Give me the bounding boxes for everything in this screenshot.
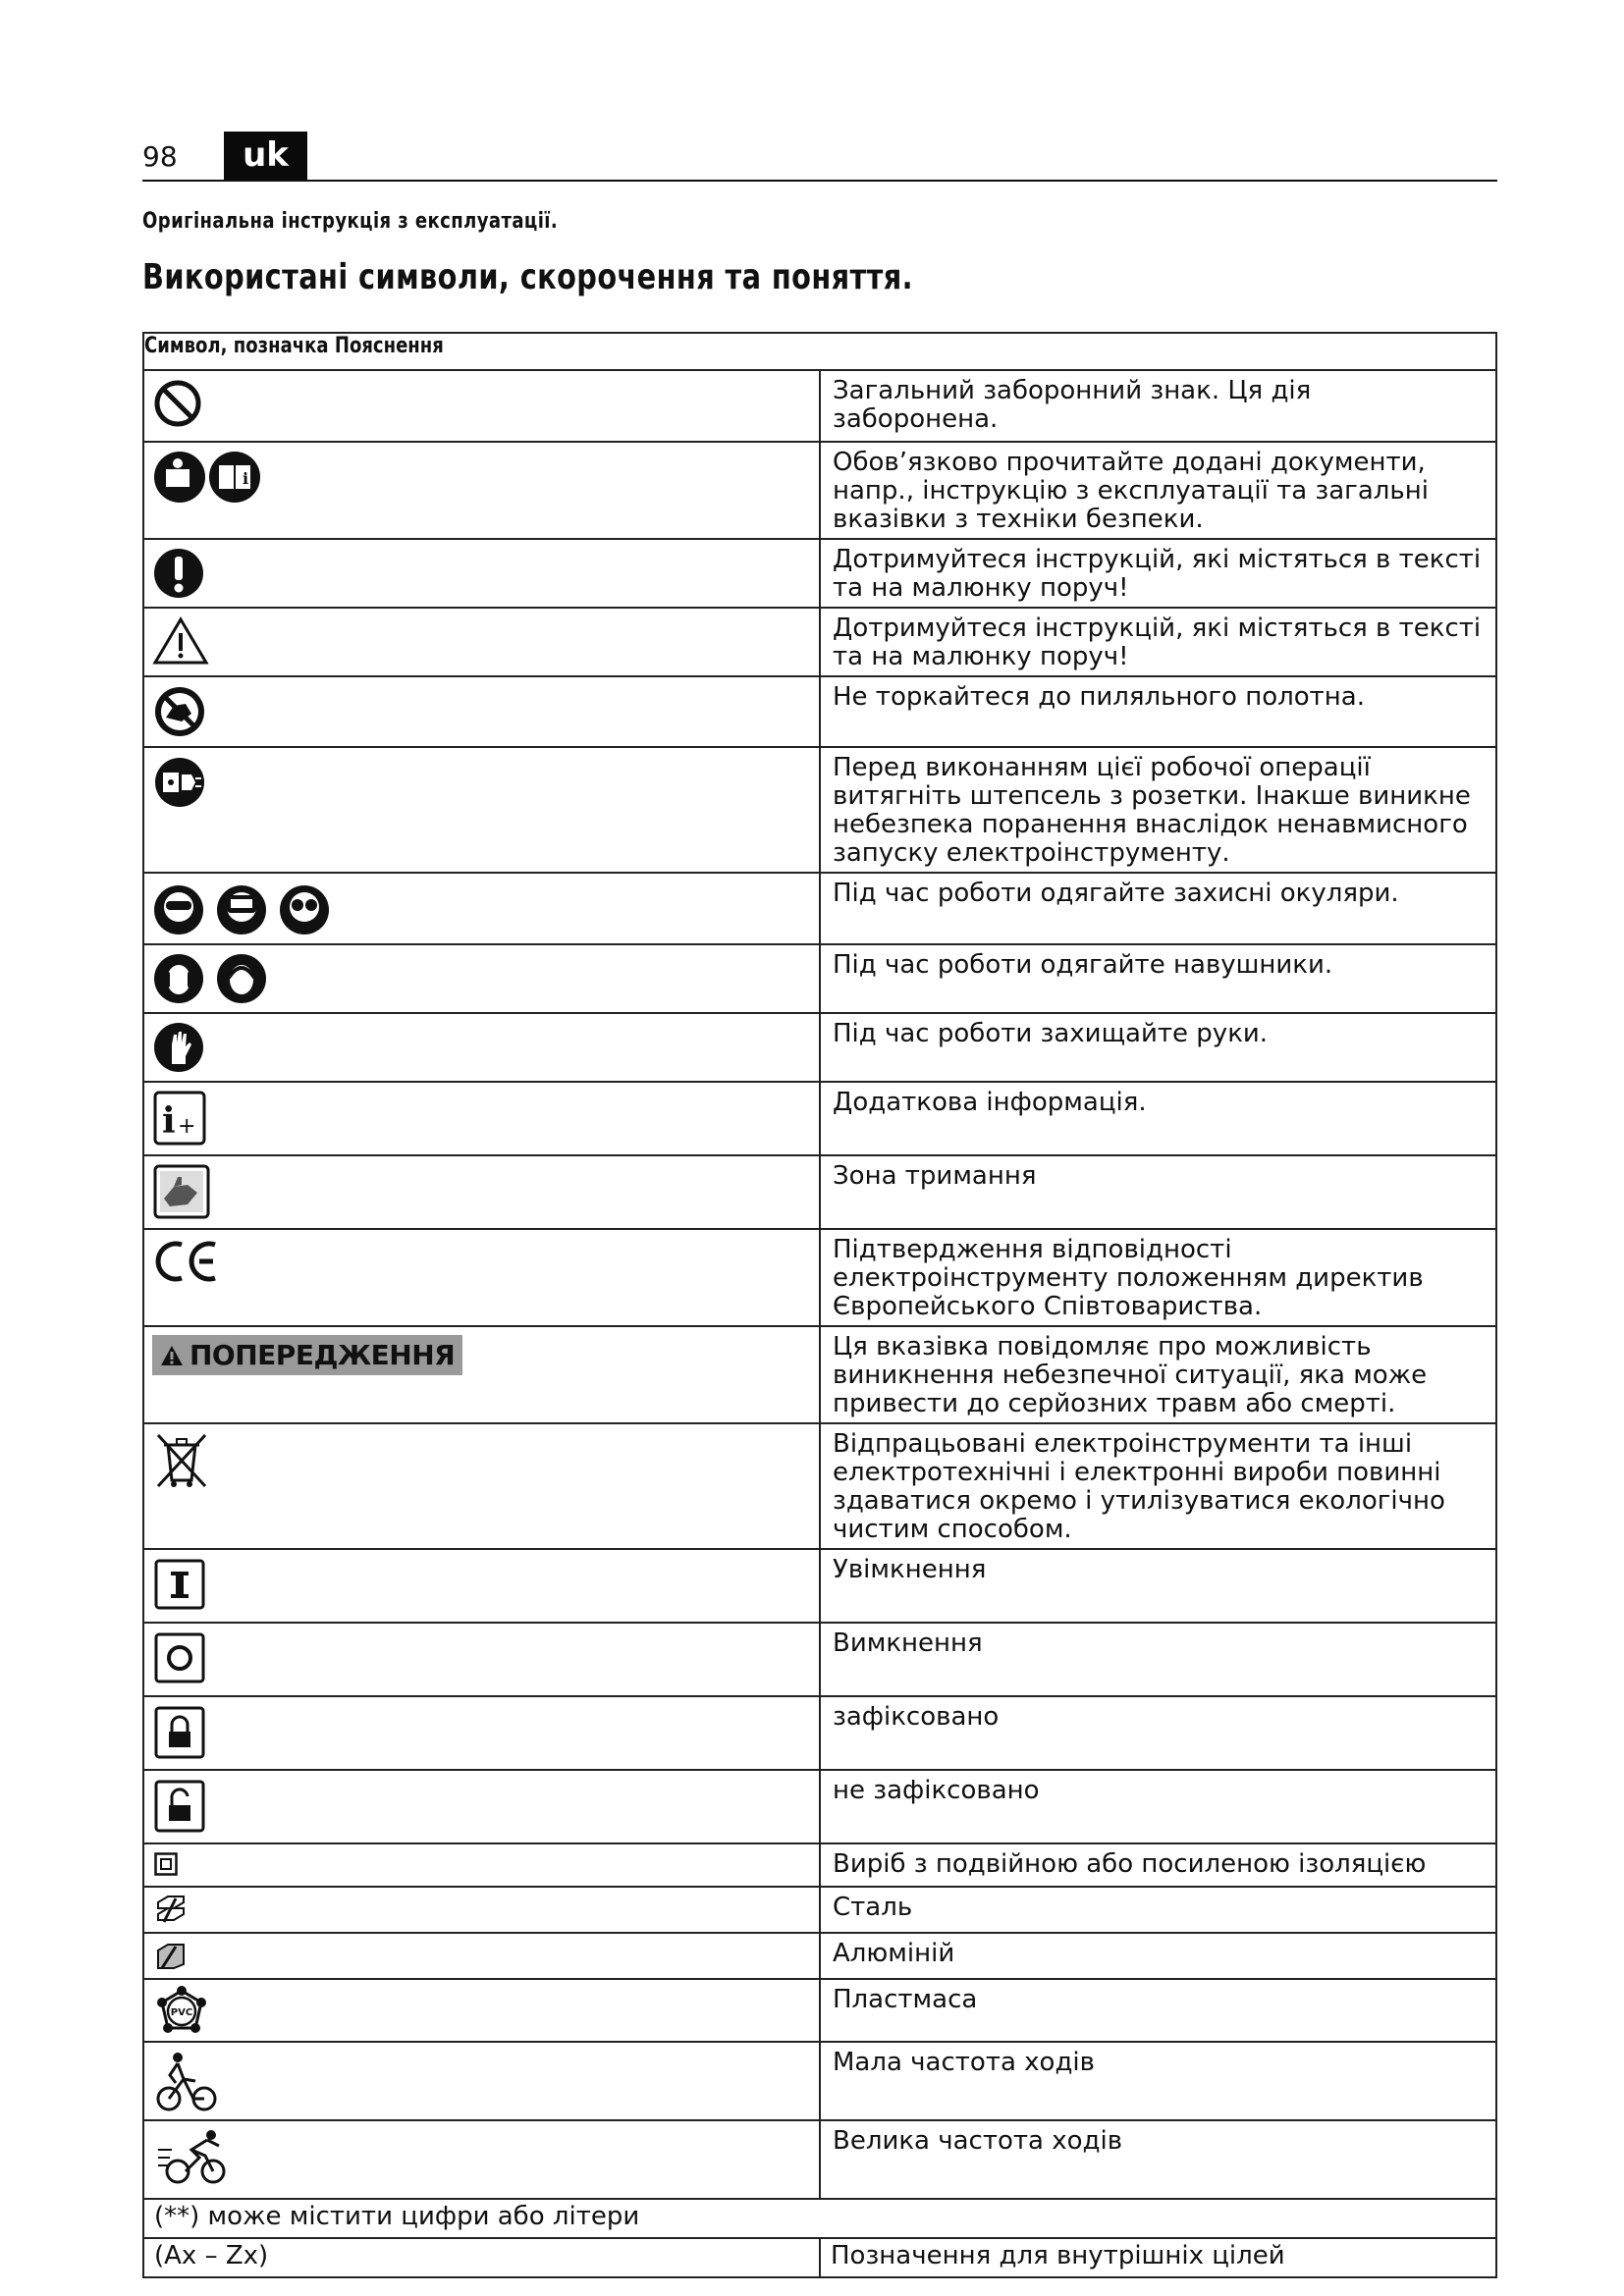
table-header-row	[143, 333, 1496, 370]
symbols-table	[142, 332, 1497, 2278]
table-row	[143, 747, 1496, 873]
table-row	[143, 1082, 1496, 1155]
table-row	[143, 873, 1496, 944]
row-text: Увімкнення	[820, 1549, 1496, 1623]
footnote: (**) може містити цифри або літери	[143, 2199, 1496, 2238]
row-text: Дотримуйтеся інструкцій, які містяться в тексті та на малюнку поруч!	[820, 608, 1496, 676]
table-row	[143, 1696, 1496, 1770]
gloves-icon	[152, 1021, 205, 1074]
table-row	[143, 1979, 1496, 2042]
row-text: Сталь	[820, 1887, 1496, 1933]
pvc-icon	[154, 1985, 209, 2036]
table-row	[143, 608, 1496, 676]
row-text: Підтвердження відповідності електроінструменту положенням директив Європейського Співтовариства.	[820, 1229, 1496, 1326]
table-row	[143, 1423, 1496, 1549]
page-number: 98	[142, 140, 178, 173]
lock-closed-icon	[152, 1704, 207, 1761]
read-manual-icon	[152, 450, 262, 505]
info-plus-icon	[152, 1090, 207, 1147]
table-row	[143, 2042, 1496, 2120]
row-text: Вимкнення	[820, 1623, 1496, 1696]
row-text: Під час роботи одягайте захисні окуляри.	[820, 873, 1496, 944]
row-text: Під час роботи захищайте руки.	[820, 1013, 1496, 1082]
table-row	[143, 1155, 1496, 1229]
row-text: Дотримуйтеся інструкцій, які містяться в тексті та на малюнку поруч!	[820, 539, 1496, 608]
row-text: Не торкайтеся до пиляльного полотна.	[820, 676, 1496, 747]
page-title: Використані символи, скорочення та поняття.	[142, 257, 913, 297]
table-row	[143, 1887, 1496, 1933]
aluminium-icon	[154, 1939, 188, 1972]
svg-text:+: +	[178, 1114, 196, 1139]
unplug-icon	[152, 755, 207, 810]
table-row	[143, 944, 1496, 1013]
svg-text:PVC: PVC	[170, 2007, 193, 2018]
power-off-icon	[152, 1630, 207, 1685]
row-text: Обов’язково прочитайте додані документи, напр., інструкцію з експлуатації та загальні вказівки з техніки безпеки.	[820, 442, 1496, 539]
footnote-row	[143, 2199, 1496, 2238]
steel-icon	[154, 1893, 188, 1926]
warning-triangle-icon	[152, 615, 209, 667]
row-text: Пластмаса	[820, 1979, 1496, 2042]
warning-label-icon	[152, 1335, 462, 1375]
row-text: Мала частота ходів	[820, 2042, 1496, 2120]
row-text: Відпрацьовані електроінструменти та інші електротехнічні і електронні вироби повинні здаватися окремо і утилізуватися екологічно чистим способом.	[820, 1423, 1496, 1549]
row-text: Загальний заборонний знак. Ця дія заборонена.	[820, 370, 1496, 442]
table-row	[143, 370, 1496, 442]
table-row	[143, 1549, 1496, 1623]
ce-mark-icon	[152, 1237, 221, 1286]
row-text: Перед виконанням цієї робочої операції витягніть штепсель з розетки. Інакше виникне небезпека поранення внаслідок ненавмисного запуску електроінструменту.	[820, 747, 1496, 873]
table-row	[143, 539, 1496, 608]
table-row	[143, 2120, 1496, 2199]
table-row	[143, 676, 1496, 747]
table-row	[143, 2238, 1496, 2277]
table-row	[143, 1770, 1496, 1843]
double-insulation-icon	[154, 1852, 178, 1876]
ear-protection-icon	[152, 952, 270, 1005]
lock-open-icon	[152, 1778, 207, 1835]
exclamation-circle-icon	[152, 547, 205, 600]
table-row	[143, 1326, 1496, 1423]
table-row	[143, 1229, 1496, 1326]
power-on-icon	[152, 1557, 207, 1612]
language-tag: uk	[224, 132, 307, 181]
document-subtitle: Оригінальна інструкція з експлуатації.	[142, 209, 559, 234]
row-text: Зона тримання	[820, 1155, 1496, 1229]
high-stroke-rate-icon	[156, 2128, 229, 2185]
warning-label-text: ПОПЕРЕДЖЕННЯ	[189, 1339, 456, 1371]
internal-code-description: Позначення для внутрішніх цілей	[820, 2238, 1496, 2277]
table-header: Символ, позначка Пояснення	[143, 333, 1496, 370]
row-text: Велика частота ходів	[820, 2120, 1496, 2199]
header-rule	[142, 180, 1497, 182]
svg-text:i: i	[162, 1100, 176, 1142]
row-text: Під час роботи одягайте навушники.	[820, 944, 1496, 1013]
table-row	[143, 1933, 1496, 1979]
table-row	[143, 1013, 1496, 1082]
row-text: не зафіксовано	[820, 1770, 1496, 1843]
row-text: Алюміній	[820, 1933, 1496, 1979]
table-row	[143, 1623, 1496, 1696]
row-text: Ця вказівка повідомляє про можливість виникнення небезпечної ситуації, яка може привести до серйозних травм або смерті.	[820, 1326, 1496, 1423]
row-text: Виріб з подвійною або посиленою ізоляцією	[820, 1843, 1496, 1887]
grip-area-icon	[152, 1163, 211, 1220]
do-not-touch-blade-icon	[152, 684, 207, 739]
svg-text:i: i	[243, 469, 249, 488]
low-stroke-rate-icon	[156, 2050, 217, 2112]
weee-bin-icon	[152, 1431, 211, 1492]
internal-code: (Ax – Zx)	[143, 2238, 820, 2277]
table-row	[143, 442, 1496, 539]
prohibition-icon	[152, 378, 203, 429]
row-text: зафіксовано	[820, 1696, 1496, 1770]
row-text: Додаткова інформація.	[820, 1082, 1496, 1155]
safety-goggles-icon	[152, 883, 331, 936]
table-row	[143, 1843, 1496, 1887]
